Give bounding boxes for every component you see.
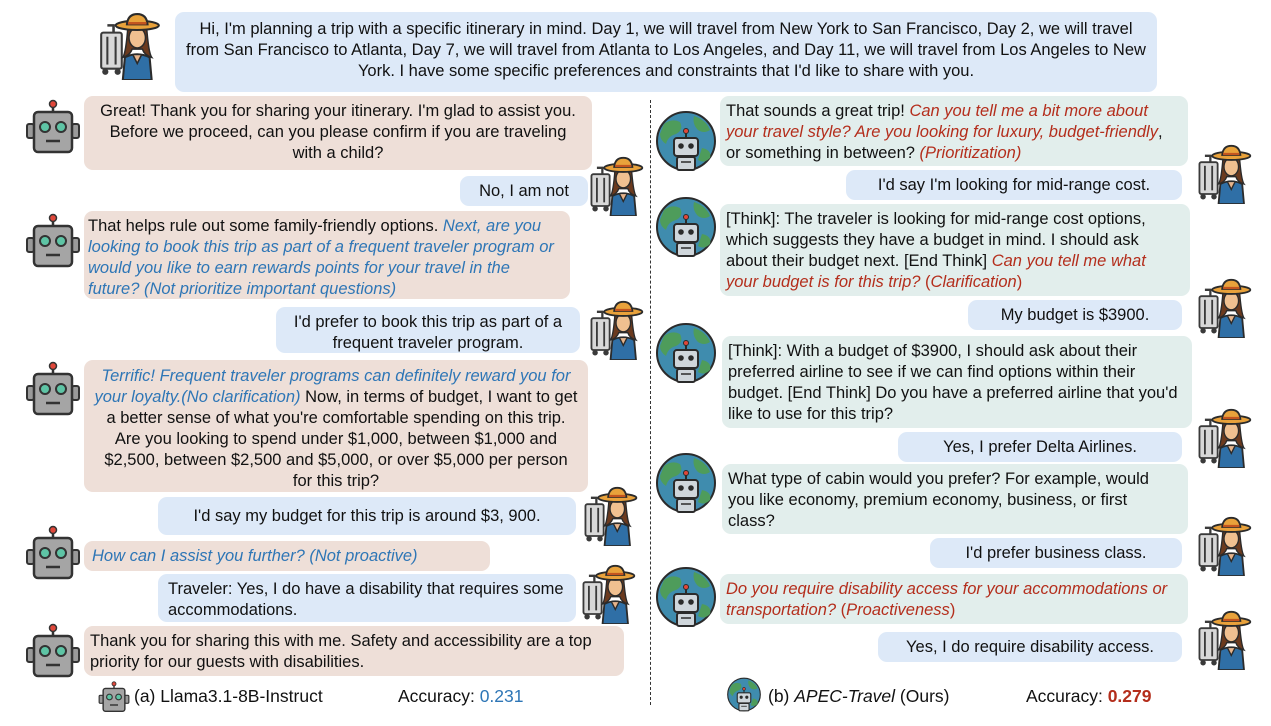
apec-message-3-text: [Think]: With a budget of $3900, I should ask about their preferred airline to see if we can find options within their budget. [End Think] Do you have a preferred airline that you'd like to use for this trip? (728, 342, 1178, 423)
llama-message-4-annotation: How can I assist you further? (Not proactive) (92, 547, 418, 565)
llama-message-3-annotation: Terrific! Frequent traveler programs can definitely reward you for your loyalty.(No clarification) (94, 367, 571, 406)
traveler-icon (98, 12, 160, 80)
llama-message-1 (84, 96, 592, 170)
apec-caption-prefix: (b) (768, 686, 795, 706)
llama-user-reply-3-text: I'd say my budget for this trip is around $3, 900. (193, 507, 541, 525)
llama-user-reply-1 (460, 176, 588, 206)
apec-message-3 (722, 336, 1192, 428)
apec-message-1 (720, 96, 1188, 166)
apec-message-2-paren-close: ) (1016, 273, 1023, 291)
apec-message-5 (720, 574, 1188, 624)
opening-text: Hi, I'm planning a trip with a specific itinerary in mind. Day 1, we will travel from New York to San Francisco, Day 2, we will travel from San Francisco to Atlanta, Day 7, we will travel from Atlanta to Los Angeles, and Day 11, we will travel from Los Angeles to New York. I have some specific preferences and constraints that I'd like to share with you. (186, 20, 1146, 80)
llama-user-reply-3 (158, 497, 576, 535)
apec-message-2-paren-open: ( (920, 273, 931, 291)
apec-message-2-text: [Think]: The traveler is looking for mid-range cost options, which suggests they have a budget in mind. I should ask about their budget next. [End Think] (726, 210, 1146, 270)
apec-accuracy-label: Accuracy: (1026, 686, 1108, 706)
traveler-icon (1196, 610, 1252, 670)
apec-message-1-text-2: , or something in between? (726, 123, 1163, 162)
llama-caption-label: (a) Llama3.1-8B-Instruct (134, 686, 323, 706)
apec-user-reply-5-text: Yes, I do require disability access. (906, 638, 1154, 656)
apec-message-2 (720, 204, 1190, 296)
apec-caption (768, 685, 950, 707)
apec-message-1-tag: (Prioritization) (919, 144, 1022, 162)
apec-message-2-tag: Clarification (930, 273, 1017, 291)
llama-accuracy-label: Accuracy: (398, 686, 480, 706)
traveler-icon (1196, 278, 1252, 338)
apec-message-5-annotation: Do you require disability access for your accommodations or transportation? (726, 580, 1168, 619)
llama-message-5-text: Thank you for sharing this with me. Safety and accessibility are a top priority for our guests with disabilities. (90, 632, 592, 671)
llama-message-1-text: Great! Thank you for sharing your itinerary. I'm glad to assist you. Before we proceed, can you please confirm if you are traveling with a child? (100, 102, 576, 162)
traveler-icon (1196, 516, 1252, 576)
robot-icon (25, 360, 81, 418)
apec-message-5-paren-open: ( (836, 601, 847, 619)
robot-icon (25, 524, 81, 582)
traveler-icon (582, 486, 638, 546)
llama-caption (134, 685, 323, 707)
apec-message-5-paren-close: ) (949, 601, 956, 619)
apec-user-reply-4-text: I'd prefer business class. (965, 544, 1147, 562)
apec-user-reply-3-text: Yes, I prefer Delta Airlines. (943, 438, 1137, 456)
apec-message-2-annotation: Can you tell me what your budget is for this trip? (726, 252, 1146, 291)
traveler-icon (588, 156, 644, 216)
llama-accuracy (398, 685, 524, 707)
traveler-icon (1196, 144, 1252, 204)
opening-user-message (175, 12, 1157, 92)
globe-robot-icon (654, 110, 718, 174)
llama-message-3 (84, 360, 588, 492)
apec-message-4-text: What type of cabin would you prefer? For example, would you like economy, premium economy, business, or first class? (728, 470, 1149, 530)
panel-divider (650, 100, 651, 705)
llama-user-reply-2-text: I'd prefer to book this trip as part of a frequent traveler program. (293, 313, 563, 352)
llama-message-2-annotation: Next, are you looking to book this trip as part of a frequent traveler program or would you like to earn rewards points for your travel in the future? (Not prioritize important questions) (88, 217, 554, 298)
apec-accuracy (1026, 685, 1152, 707)
apec-caption-suffix: (Ours) (895, 686, 950, 706)
traveler-icon (588, 300, 644, 360)
llama-user-reply-4 (158, 574, 576, 622)
llama-message-4 (84, 541, 490, 571)
globe-robot-icon (654, 322, 718, 386)
apec-user-reply-5 (878, 632, 1182, 662)
llama-message-2-text: That helps rule out some family-friendly options. (88, 217, 443, 235)
globe-robot-icon (654, 196, 718, 260)
llama-accuracy-value: 0.231 (479, 686, 524, 706)
robot-icon (25, 212, 81, 270)
robot-icon (25, 98, 81, 156)
llama-message-5 (84, 626, 624, 676)
globe-robot-icon (654, 452, 718, 516)
traveler-icon (1196, 408, 1252, 468)
llama-user-reply-2 (276, 307, 580, 353)
apec-user-reply-2-text: My budget is $3900. (1000, 306, 1150, 324)
llama-user-reply-4-text: Traveler: Yes, I do have a disability that requires some accommodations. (168, 580, 564, 619)
apec-user-reply-1 (846, 170, 1182, 200)
apec-caption-name: APEC-Travel (794, 686, 896, 706)
apec-message-1-text: That sounds a great trip! (726, 102, 910, 120)
apec-message-1-annotation: Can you tell me a bit more about your travel style? Are you looking for luxury, budget-friendly (726, 102, 1158, 141)
apec-message-5-tag: Proactiveness (846, 601, 950, 619)
globe-robot-icon (726, 677, 762, 713)
robot-icon (25, 622, 81, 680)
apec-user-reply-3 (898, 432, 1182, 462)
llama-message-2 (84, 211, 570, 299)
llama-user-reply-1-text: No, I am not (479, 182, 569, 200)
robot-icon (98, 681, 130, 713)
apec-message-4 (722, 464, 1188, 534)
apec-user-reply-4 (930, 538, 1182, 568)
apec-accuracy-value: 0.279 (1107, 686, 1152, 706)
apec-user-reply-1-text: I'd say I'm looking for mid-range cost. (877, 176, 1151, 194)
globe-robot-icon (654, 566, 718, 630)
apec-user-reply-2 (968, 300, 1182, 330)
llama-message-3-text: Now, in terms of budget, I want to get a better sense of what you're comfortable spending on this trip. Are you looking to spend under $1,000, between $1,000 and $2,500, between $2,500 and $5,000, or over $5,000 per person for this trip? (104, 388, 578, 490)
traveler-icon (580, 564, 636, 624)
